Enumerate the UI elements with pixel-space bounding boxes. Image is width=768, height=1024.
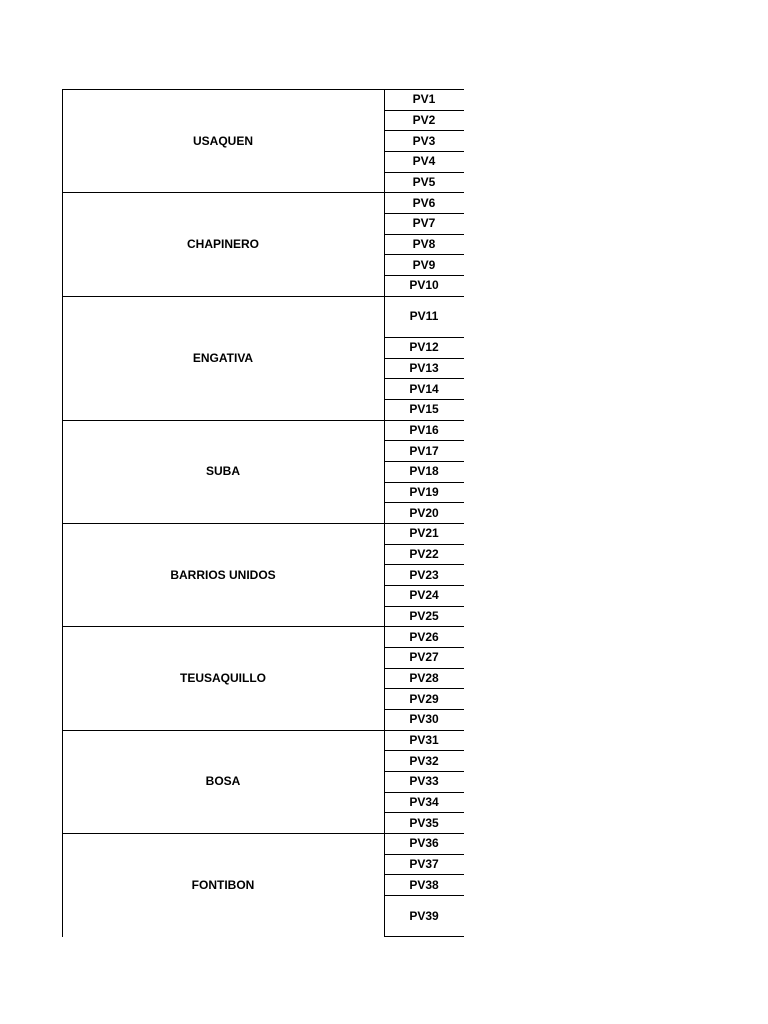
point-of-sale-cell: PV27 — [409, 650, 439, 665]
point-of-sale-cell: PV13 — [409, 360, 439, 375]
point-of-sale-cell: PV18 — [409, 464, 439, 479]
point-of-sale-cell: PV25 — [409, 609, 439, 624]
point-of-sale-cell: PV35 — [409, 815, 439, 830]
point-of-sale-cell: PV15 — [409, 402, 439, 417]
point-of-sale-cell: PV21 — [409, 526, 439, 541]
row-divider — [384, 936, 464, 937]
point-of-sale-cell: PV39 — [409, 908, 439, 923]
point-of-sale-cell: PV6 — [412, 195, 436, 210]
point-of-sale-cell: PV17 — [409, 443, 439, 458]
locality-cell: FONTIBON — [191, 877, 255, 892]
point-of-sale-cell: PV29 — [409, 691, 439, 706]
point-of-sale-cell: PV2 — [412, 112, 436, 127]
point-of-sale-cell: PV28 — [409, 671, 439, 686]
point-of-sale-cell: PV1 — [412, 92, 436, 107]
point-of-sale-cell: PV32 — [409, 753, 439, 768]
point-of-sale-cell: PV37 — [409, 857, 439, 872]
point-of-sale-cell: PV33 — [409, 774, 439, 789]
point-of-sale-cell: PV4 — [412, 154, 436, 169]
point-of-sale-cell: PV26 — [409, 629, 439, 644]
point-of-sale-cell: PV16 — [409, 423, 439, 437]
point-of-sale-cell: PV23 — [409, 567, 439, 582]
point-of-sale-cell: PV34 — [409, 795, 439, 810]
locality-cell: BARRIOS UNIDOS — [170, 567, 276, 582]
spreadsheet-table — [62, 89, 464, 937]
locality-cell: TEUSAQUILLO — [180, 671, 266, 686]
point-of-sale-cell: PV30 — [409, 712, 439, 727]
point-of-sale-cell: PV7 — [412, 216, 436, 231]
locality-cell: ENGATIVA — [192, 350, 254, 365]
point-of-sale-cell: PV5 — [412, 175, 436, 189]
locality-cell: CHAPINERO — [186, 237, 259, 252]
point-of-sale-cell: PV3 — [412, 133, 436, 148]
locality-cell: SUBA — [205, 464, 240, 479]
point-of-sale-cell: PV36 — [409, 836, 439, 851]
point-of-sale-cell: PV19 — [409, 485, 439, 500]
point-of-sale-cell: PV20 — [409, 505, 439, 520]
point-of-sale-cell: PV22 — [409, 547, 439, 562]
point-of-sale-cell: PV8 — [412, 237, 436, 252]
point-of-sale-cell: PV9 — [412, 257, 436, 272]
point-of-sale-cell: PV31 — [409, 733, 439, 748]
point-of-sale-cell: PV10 — [409, 278, 439, 293]
point-of-sale-cell: PV24 — [409, 588, 439, 603]
locality-cell: USAQUEN — [192, 133, 253, 148]
point-of-sale-cell: PV14 — [409, 381, 439, 396]
point-of-sale-cell: PV12 — [409, 340, 439, 355]
point-of-sale-cell: PV11 — [409, 309, 439, 324]
point-of-sale-cell: PV38 — [409, 877, 439, 892]
locality-cell: BOSA — [205, 774, 241, 789]
